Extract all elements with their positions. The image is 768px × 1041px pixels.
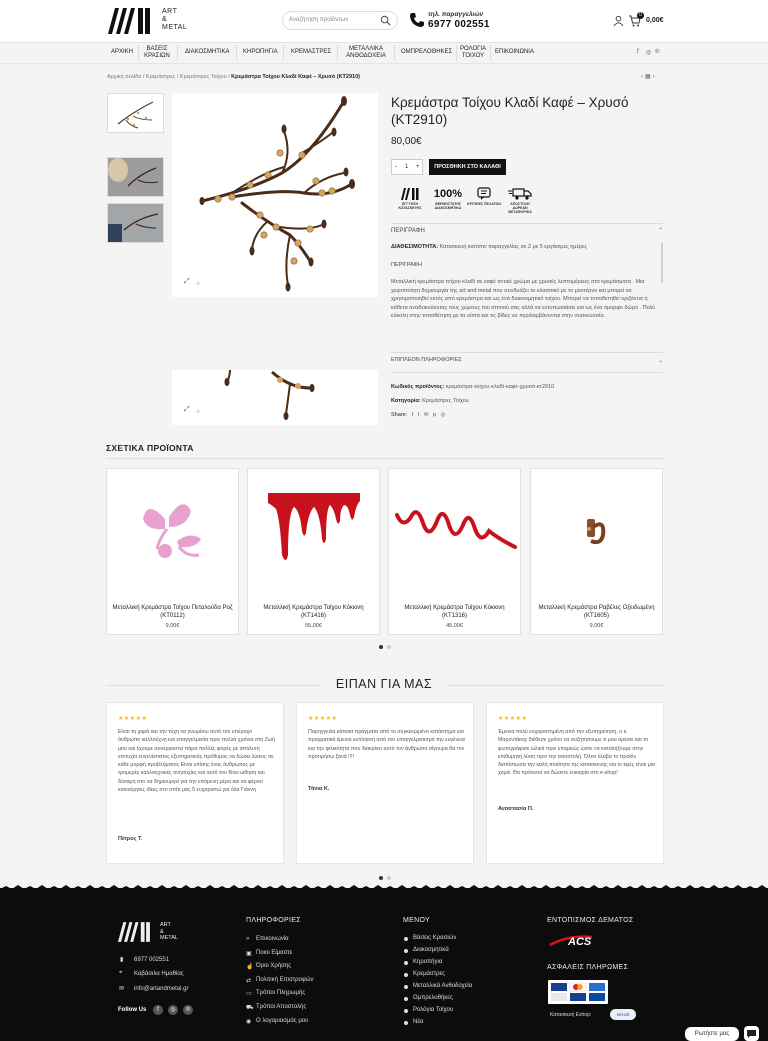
footer-facebook-icon[interactable]: f	[153, 1005, 163, 1015]
eshop-builder-label: Κατασκευή Eshop:	[550, 1012, 592, 1018]
related-product-name[interactable]: Μεταλλική Κρεμάστρα Τοίχου Κόκκινη (ΚΤ1416)	[263, 605, 364, 619]
mobile-phone-icon: ▮	[120, 957, 124, 963]
footer-menu-link[interactable]: Νέα	[413, 1019, 424, 1025]
carousel-dot[interactable]	[387, 645, 391, 649]
product-category	[391, 398, 469, 404]
cart-count-badge: 0	[637, 12, 644, 19]
related-product-name[interactable]: Μεταλλική Κρεμάστρα Τοίχου Πεταλούδα Ροζ (ΚΤ0112)	[112, 605, 233, 619]
breadcrumb-current: Κρεμάστρα Τοίχου Κλαδί Καφέ – Χρυσό (ΚΤ2910)	[231, 74, 360, 80]
footer-menu-link[interactable]: Κρεμάστρες	[413, 971, 446, 977]
sku-value: κρεμάστρα-τοίχου-κλαδί-καφέ-χρυσό-κτ2910	[445, 384, 555, 390]
related-product-price: 45,00€	[446, 623, 463, 629]
qty-minus-button[interactable]: -	[395, 164, 397, 170]
credit-card-icon: ▭	[246, 991, 252, 997]
testimonial-text: Είναι τη χαρά και την τύχη να γνωρίσω αυτό τον υπέροχο άνθρωπο καλλιτέχνη και επαγγελματία πριν πολλά χρόνια στη Ζωή μου και έχουμε συνεργαστεί πάρα πολλές φορές με απόλυτη επιτυχία ευγενέστατος εξυπηρετικός πρόθυμος να δώσει λύσεις σε κάθε μορφή προβλήματος Είναι επίσης ένας άνθρωπος με τρομερές καλλιτεχνικές ανησυχίες και αυτό του δίνει ώθηση και δύναμη στο να δημιουργεί για την επόμενη μέρα και να φέρνει καινούργιες ιδέες στο σπίτι μας 5 ευχαριστώ για όλα Γιάννη	[118, 729, 276, 794]
feature-warranty: ΕΓΓΥΗΣΗ ΚΑΤΑΣΚΕΥΗΣ	[393, 187, 427, 210]
footer-pinterest-icon[interactable]: ℗	[183, 1005, 193, 1015]
hundred-percent-icon: 100%	[433, 188, 463, 200]
zoom-icon[interactable]: ⤢	[184, 406, 190, 413]
nav-item-wall-clocks[interactable]: ΡΟΛΟΓΙΑ ΤΟΙΧΟΥ	[460, 46, 487, 59]
envelope-icon: ✉	[119, 986, 125, 992]
share-whatsapp-icon[interactable]: ◎	[440, 412, 446, 418]
eshop-builder-logo[interactable]: net.art	[610, 1009, 636, 1020]
description-heading: ΠΕΡΙΓΡΑΦΗ	[391, 262, 422, 268]
lifestyle-thumb-image	[108, 158, 164, 197]
gallery-icon[interactable]: ⊹	[196, 409, 201, 415]
reviews-chat-icon	[476, 187, 492, 201]
product-thumbnail-2[interactable]	[107, 157, 164, 197]
users-icon: ▣	[246, 951, 252, 957]
chat-button[interactable]: Ρωτήστε μας	[685, 1027, 739, 1041]
arrow-right-icon: »	[246, 936, 250, 942]
nav-item-contact[interactable]: ΕΠΙΚΟΙΝΩΝΙΑ	[495, 49, 534, 55]
brand-logo-icon[interactable]	[108, 6, 158, 36]
red-drip-hanger-image	[248, 469, 379, 599]
add-to-cart-button[interactable]: ΠΡΟΣΘΗΚΗ ΣΤΟ ΚΑΛΑΘΙ	[429, 159, 506, 175]
bullet-icon	[404, 1021, 408, 1025]
breadcrumb	[107, 74, 360, 80]
share-pinterest-icon[interactable]: p	[433, 412, 437, 418]
phone-number[interactable]: 6977 002551	[428, 19, 490, 30]
share-facebook-icon[interactable]: f	[411, 412, 414, 418]
chevron-up-icon[interactable]: ⌃	[658, 228, 664, 234]
truck-icon: ⛟	[246, 1005, 254, 1011]
main-navigation	[0, 42, 768, 64]
product-thumbnail-3[interactable]	[107, 203, 164, 243]
footer-info-link[interactable]: Ποιοι Είμαστε	[256, 950, 293, 956]
footer-info-link[interactable]: Πολιτική Επιστροφών	[256, 977, 314, 983]
related-product-price: 9,00€	[165, 623, 180, 629]
delivery-truck-icon	[507, 187, 533, 201]
product-description: Μεταλλική κρεμάστρα τοίχου κλαδί σε καφέ αντικέ χρώμα με χρυσές λεπτομέρειες στα κρεμάσματα . Μια χειροποίητη δημιουργία της art and metal που συνδυάζει το κλασσικό με το μοντέρνο και μπορεί να χρησιμοποιηθεί εκτός από κρεμάστρα και ως ένα διακοσμητικό τοίχου. Μπορεί να τοποθετηθεί οριζόντια ή κάθετα αναδεικνύοντας τους χώρους του σπιτιού σας αλλά να εντυπωσιάσει και ως ένα όμορφο δώρο . Πολύ εύκολη στην τοποθέτηση με τα ούπα και τις βίδες να περιλαμβάνονται στην συσκευασία.	[391, 279, 656, 319]
footer-info-link[interactable]: Όροι Χρήσης	[256, 963, 292, 969]
feature-free-shipping: ΑΠΟΣΤΟΛΗ ΔΩΡΕΑΝ ΜΕΤΑΦΟΡΙΚΑ	[503, 187, 537, 214]
product-thumbnail-1[interactable]	[107, 93, 164, 133]
branch-hanger-image	[172, 93, 378, 297]
product-title: Κρεμάστρα Τοίχου Κλαδί Καφέ – Χρυσό (ΚΤ2910)	[391, 95, 629, 127]
nav-item-decoratives[interactable]: ΔΙΑΚΟΣΜΗΤΙΚΑ	[185, 49, 230, 55]
prev-product-icon[interactable]: ‹	[641, 74, 645, 80]
nav-divider	[456, 45, 457, 61]
bullet-icon	[404, 949, 408, 953]
testimonials-title: ΕΙΠΑΝ ΓΙΑ ΜΑΣ	[335, 677, 433, 691]
share-row	[391, 412, 445, 418]
related-product-card[interactable]	[247, 468, 380, 635]
bullet-icon	[404, 985, 408, 989]
footer-menu-link[interactable]: Ρολόγια Τοίχου	[413, 1007, 454, 1013]
testimonial-author: Αναστασία Π.	[498, 806, 534, 812]
product-pager	[641, 73, 657, 80]
thumbs-up-icon: ☝	[246, 964, 254, 970]
divider	[391, 372, 663, 373]
branch-hanger-detail-image	[172, 370, 378, 425]
related-product-name[interactable]: Μεταλλική Κρεμάστρα Ραβέλες Οξειδωμένη (ΚΤ1605)	[538, 605, 655, 619]
footer-logo-text: ART & METAL	[160, 922, 178, 941]
testimonial-card	[296, 702, 474, 864]
nav-divider	[490, 45, 491, 61]
quantity-stepper[interactable]	[391, 159, 423, 175]
site-footer	[0, 888, 768, 1041]
accordion-more-info-title[interactable]: ΕΠΙΠΛΕΟΝ ΠΛΗΡΟΦΟΡΙΕΣ	[391, 357, 462, 363]
qty-plus-button[interactable]: +	[416, 164, 420, 170]
related-product-price: 55,00€	[305, 623, 322, 629]
bullet-icon	[404, 961, 408, 965]
feature-reviews: ΚΡΙΤΙΚΕΣ ΠΕΛΑΤΩΝ	[467, 187, 501, 206]
nav-divider	[236, 45, 237, 61]
nav-item-umbrella-stands[interactable]: ΟΜΠΡΕΛΟΘΗΚΕΣ	[401, 49, 453, 55]
footer-address: Καβάσιλα Ημαθίας	[134, 971, 184, 977]
share-label: Share:	[391, 412, 408, 418]
acs-courier-logo[interactable]	[548, 933, 608, 951]
testimonial-author: Πέτρος Τ.	[118, 836, 143, 842]
testimonial-card	[486, 702, 664, 864]
divider	[391, 352, 663, 353]
search-icon[interactable]	[380, 15, 391, 26]
user-circle-icon: ◉	[246, 1019, 252, 1025]
divider	[391, 223, 663, 224]
next-product-icon[interactable]: ›	[652, 74, 657, 80]
category-link[interactable]: Κρεμάστρες Τοίχου	[422, 398, 469, 404]
related-products-title: ΣΧΕΤΙΚΑ ΠΡΟΪΟΝΤΑ	[106, 443, 194, 453]
testimonial-text: Παρηγγειλα κάποια πράγματα από το συγκεκριμένο κατάστημα και πραγματικά έμεινα εκπληκτή από τον επαγγελματισμό την ευγένεια και την φιλικότητα που διακρίνει αυτό τον άνθρωπο σίγουρα θα τον προτιμήσω ξανά !!!!	[308, 729, 465, 760]
related-product-card[interactable]	[530, 468, 663, 635]
footer-info-link[interactable]: Επικοινωνία	[256, 936, 289, 942]
footer-menu-title: ΜΕΝΟΥ	[403, 917, 430, 924]
rusty-hook-hanger-image	[531, 469, 662, 599]
rating-stars-icon: ★★★★★	[308, 716, 338, 722]
chat-icon[interactable]	[744, 1026, 759, 1041]
cart-total[interactable]: 0,00€	[646, 17, 664, 24]
bullet-icon	[404, 937, 408, 941]
section-divider	[106, 458, 663, 459]
phone-label: τηλ. παραγγελιών	[428, 11, 484, 18]
share-email-icon[interactable]: ✉	[423, 412, 429, 418]
product-secondary-image[interactable]	[172, 370, 378, 425]
related-product-card[interactable]	[106, 468, 239, 635]
exchange-icon: ⇄	[246, 978, 252, 984]
location-pin-icon: ⌖	[119, 970, 123, 976]
footer-email[interactable]: info@artandmetal.gr	[134, 986, 189, 992]
credit-cards-icon	[548, 980, 608, 1004]
branch-hanger-thumb-image	[108, 94, 164, 133]
warranty-logo-icon	[400, 187, 420, 201]
related-product-card[interactable]	[388, 468, 521, 635]
follow-us-label: Follow Us	[118, 1007, 147, 1013]
share-twitter-icon[interactable]: t	[417, 412, 420, 418]
footer-logo-icon[interactable]	[118, 919, 156, 945]
zoom-icon[interactable]: ⤢	[184, 278, 190, 285]
availability-text: ΔΙΑΘΕΣΙΜΟΤΗΤΑ: Κατασκευή κατόπιν παραγγελίας σε 2 με 5 εργάσιμες ημέρες	[391, 244, 588, 250]
brand-logo-text: ART & METAL	[162, 8, 188, 31]
testimonial-author: Τάνια Κ.	[308, 786, 330, 792]
site-header	[0, 0, 768, 42]
carousel-dot-active[interactable]	[379, 645, 383, 649]
bullet-icon	[404, 1009, 408, 1013]
pink-butterfly-hanger-image	[107, 469, 238, 599]
breadcrumb-separator: /	[228, 74, 230, 80]
nav-item-candlesticks[interactable]: ΚΗΡΟΠΗΓΙΑ	[243, 49, 278, 55]
lifestyle-thumb-image	[108, 204, 164, 243]
nav-item-hangers[interactable]: ΚΡΕΜΑΣΤΡΕΣ	[291, 49, 332, 55]
qty-input[interactable]: 1	[405, 164, 409, 170]
nav-divider	[394, 45, 395, 61]
footer-menu-link[interactable]: Κηροπήγια	[413, 959, 443, 965]
breadcrumb-hangers[interactable]: Κρεμάστρες	[145, 74, 176, 80]
footer-phone[interactable]: 6977 002551	[134, 957, 170, 963]
nav-divider	[337, 45, 338, 61]
user-account-icon[interactable]	[613, 15, 624, 26]
gallery-icon[interactable]: ⊹	[196, 281, 201, 287]
availability-label: ΔΙΑΘΕΣΙΜΟΤΗΤΑ:	[391, 244, 439, 250]
pinterest-icon[interactable]: ℗	[655, 49, 660, 55]
chat-bubble-icon	[744, 1026, 759, 1041]
chevron-down-icon[interactable]: ⌄	[658, 358, 664, 364]
footer-menu-link[interactable]: Ομπρελοθήκες	[413, 995, 453, 1001]
nav-item-wine-holders[interactable]: ΒΑΣΕΙΣ ΚΡΑΣΙΩΝ	[144, 46, 170, 59]
grid-icon[interactable]: ▦	[645, 74, 653, 80]
footer-info-title: ΠΛΗΡΟΦΟΡΙΕΣ	[246, 917, 301, 924]
bullet-icon	[404, 997, 408, 1001]
bullet-icon	[404, 973, 408, 977]
sku-label: Κωδικός προϊόντος:	[391, 384, 445, 390]
instagram-icon[interactable]: ◎	[646, 50, 652, 56]
feature-100-percent: 100% ΘΕΡΜΟΣΤΑΤΗΣ ΔΙΑΚΟΣΜΗΤΙΚΑ	[431, 187, 465, 210]
footer-menu-link[interactable]: Βάσεις Κρασιών	[413, 935, 457, 941]
footer-info-link[interactable]: Τρόποι Αποστολής	[256, 1004, 307, 1010]
nav-divider	[177, 45, 178, 61]
description-scrollbar[interactable]	[661, 243, 663, 283]
section-divider	[448, 685, 663, 686]
related-product-price: 9,00€	[589, 623, 604, 629]
nav-divider	[283, 45, 284, 61]
footer-tracking-title: ΕΝΤΟΠΙΣΜΟΣ ΔΕΜΑΤΟΣ	[547, 917, 634, 924]
product-sku	[391, 384, 554, 390]
breadcrumb-separator: /	[176, 74, 179, 80]
carousel-dot[interactable]	[387, 876, 391, 880]
nav-item-vases[interactable]: ΜΕΤΑΛΛΙΚΑ ΑΝΘΟΔΟΧΕΙΑ	[346, 46, 386, 59]
search-placeholder: Αναζήτηση προϊόντων	[289, 17, 349, 23]
breadcrumb-separator: /	[142, 74, 145, 80]
red-spiral-hanger-image	[389, 469, 520, 599]
footer-menu-link[interactable]: Μεταλλικά Ανθοδοχεία	[413, 983, 473, 989]
payment-cards-badge	[548, 980, 608, 1004]
footer-info-link[interactable]: Τρόποι Πληρωμής	[256, 990, 306, 996]
footer-payments-title: ΑΣΦΑΛΕΙΣ ΠΛΗΡΩΜΕΣ	[547, 964, 629, 971]
footer-info-link[interactable]: Ο λογαριασμός μου	[256, 1018, 309, 1024]
nav-divider	[138, 45, 139, 61]
product-price: 80,00€	[391, 136, 422, 147]
testimonial-card	[106, 702, 284, 864]
footer-menu-link[interactable]: Διακοσμητικά	[413, 947, 449, 953]
product-main-image[interactable]	[172, 93, 378, 297]
breadcrumb-home[interactable]: Αρχική σελίδα	[107, 74, 142, 80]
search-input[interactable]	[282, 11, 398, 30]
rating-stars-icon: ★★★★★	[118, 716, 148, 722]
carousel-dot-active[interactable]	[379, 876, 383, 880]
nav-item-home[interactable]: ΑΡΧΙΚΗ	[111, 49, 134, 55]
accordion-description-title[interactable]: ΠΕΡΙΓΡΑΦΗ	[391, 228, 425, 234]
acs-logo-text: ACS	[568, 936, 592, 948]
facebook-icon[interactable]: f	[637, 49, 639, 55]
breadcrumb-wall-hangers[interactable]: Κρεμάστρες Τοίχου	[179, 74, 227, 80]
rating-stars-icon: ★★★★★	[498, 716, 528, 722]
category-label: Κατηγορία:	[391, 398, 421, 404]
related-product-name[interactable]: Μεταλλική Κρεμάστρα Τοίχου Κόκκινη (ΚΤ1316)	[404, 605, 505, 619]
footer-instagram-icon[interactable]: ◎	[168, 1005, 178, 1015]
testimonial-text: Έμεινα πολύ ευχαριστημένη από την εξυπηρέτηση, ο κ. Μαροντάκης διέθεσε χρόνο να συζητήσουμε τι μου αρέσει και το φωτογράφισε ώλικά πριν επαρκώς ώστε να καταλήξουμε στην επιθυμητή λύση πριν την αποστολή. Όλον έλαβα το προϊόν διαπίστωσα την καλή ποιότητα της κατασκευής και οι τιμές είναι μια χαρά. Θα πρότεινα να δώσετε ευκαιρία στο e-shop!	[498, 729, 655, 777]
phone-icon	[408, 11, 426, 29]
